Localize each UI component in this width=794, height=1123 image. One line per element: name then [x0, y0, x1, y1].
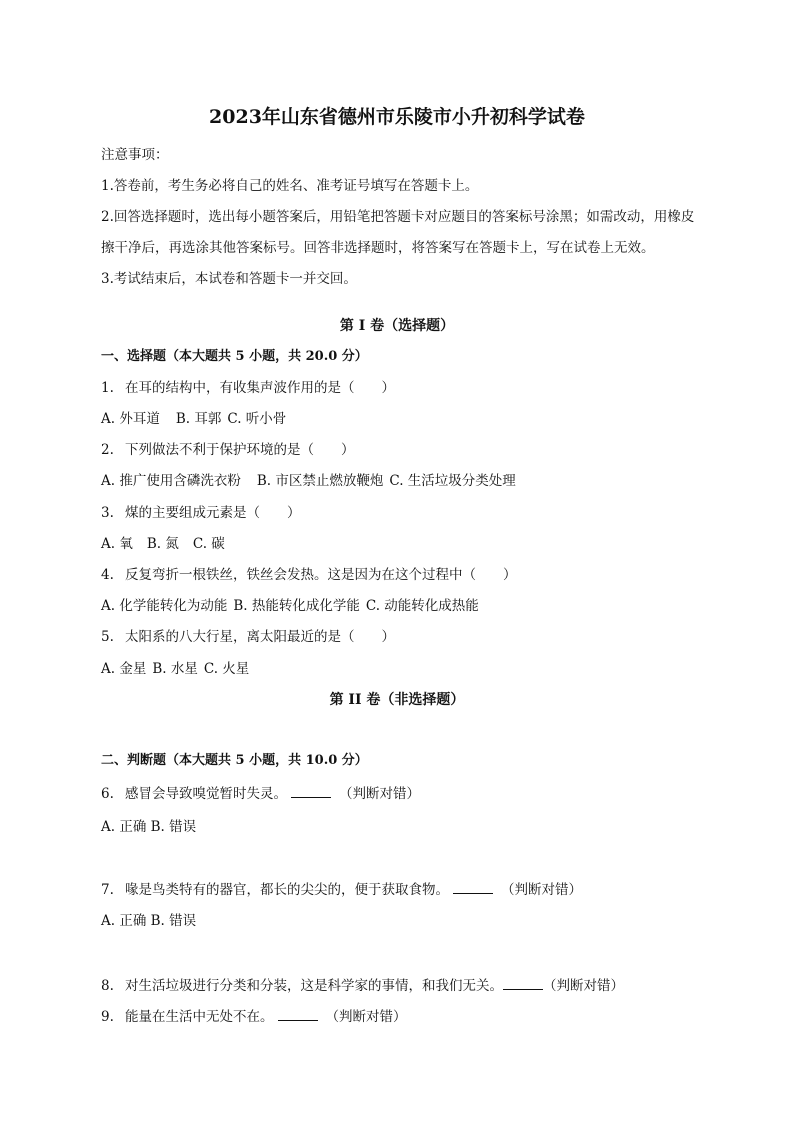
question-9 — [101, 1007, 407, 1026]
question-number: 2. — [101, 442, 114, 458]
question-tail: （判断对错） — [325, 1009, 407, 1025]
question-3-options — [101, 535, 225, 553]
option-a: A. 金星 — [101, 661, 147, 677]
question-tail: （判断对错） — [501, 882, 582, 898]
question-text: 反复弯折一根铁丝，铁丝会发热。这是因为在这个过程中（ ） — [125, 567, 517, 583]
answer-blank[interactable] — [291, 784, 331, 798]
option-c: C. 碳 — [192, 536, 225, 552]
option-c: C. 火星 — [203, 661, 250, 677]
question-text: 太阳系的八大行星，离太阳最近的是（ ） — [125, 629, 395, 645]
question-number: 1. — [101, 380, 114, 396]
notice-heading: 注意事项： — [101, 147, 169, 163]
question-number: 3. — [101, 505, 114, 521]
option-b: B. 市区禁止燃放鞭炮 — [256, 473, 384, 489]
question-text: 对生活垃圾进行分类和分装，这是科学家的事情，和我们无关。 — [125, 978, 503, 994]
part-2-title: 第 II 卷（非选择题） — [329, 692, 465, 708]
option-b: B. 水星 — [152, 661, 198, 677]
question-number: 9. — [101, 1009, 114, 1025]
question-tail: （判断对错） — [339, 786, 420, 802]
question-text: 在耳的结构中，有收集声波作用的是（ ） — [125, 380, 395, 396]
option-a: A. 化学能转化为动能 — [101, 598, 228, 614]
answer-blank[interactable] — [278, 1007, 318, 1021]
option-c: C. 生活垃圾分类处理 — [389, 473, 516, 489]
option-c: C. 听小骨 — [227, 411, 287, 427]
notice-item-1: 1.答卷前，考生务必将自己的姓名、准考证号填写在答题卡上。 — [101, 178, 479, 194]
question-number: 7. — [101, 882, 114, 898]
option-a: A. 推广使用含磷洗衣粉 — [101, 473, 241, 489]
question-5-options — [101, 660, 249, 678]
question-3 — [101, 504, 301, 522]
option-a: A. 氧 — [101, 536, 133, 552]
question-1-options — [101, 410, 286, 428]
notice-item-2-line-2: 擦干净后，再选涂其他答案标号。回答非选择题时，将答案写在答题卡上，写在试卷上无效。 — [101, 240, 655, 256]
question-number: 6. — [101, 786, 114, 802]
question-text: 能量在生活中无处不在。 — [125, 1009, 274, 1025]
notice-item-3: 3.考试结束后，本试卷和答题卡一并交回。 — [101, 271, 357, 287]
option-b: B. 氮 — [146, 536, 179, 552]
answer-blank[interactable] — [503, 976, 543, 990]
question-tail: （判断对错） — [543, 978, 624, 994]
question-7 — [101, 880, 582, 899]
option-c: C. 动能转化成热能 — [365, 598, 479, 614]
option-a: A. 外耳道 — [101, 411, 160, 427]
question-text: 喙是鸟类特有的器官，都长的尖尖的，便于获取食物。 — [125, 882, 449, 898]
section-1-heading: 一、选择题（本大题共 5 小题，共 20.0 分） — [101, 349, 368, 364]
question-text: 下列做法不利于保护环境的是（ ） — [125, 442, 355, 458]
question-number: 4. — [101, 567, 114, 583]
question-1 — [101, 379, 395, 397]
question-6-options: A. 正确 B. 错误 — [101, 819, 197, 835]
option-b: B. 耳郭 — [175, 411, 222, 427]
notice-item-2-line-1: 2.回答选择题时，选出每小题答案后，用铅笔把答题卡对应题目的答案标号涂黑；如需改动，用橡皮 — [101, 209, 695, 225]
question-2 — [101, 441, 355, 459]
question-4-options — [101, 597, 479, 615]
question-4 — [101, 566, 517, 584]
question-text: 感冒会导致嗅觉暂时失灵。 — [125, 786, 287, 802]
question-number: 8. — [101, 978, 114, 994]
question-8 — [101, 976, 624, 995]
question-text: 煤的主要组成元素是（ ） — [125, 505, 301, 521]
option-b: B. 热能转化成化学能 — [233, 598, 360, 614]
question-number: 5. — [101, 629, 114, 645]
question-5 — [101, 628, 395, 646]
section-2-heading: 二、判断题（本大题共 5 小题，共 10.0 分） — [101, 753, 368, 768]
part-1-title: 第 I 卷（选择题） — [339, 318, 455, 334]
question-7-options: A. 正确 B. 错误 — [101, 913, 197, 929]
answer-blank[interactable] — [453, 880, 493, 894]
exam-title: 2023年山东省德州市乐陵市小升初科学试卷 — [209, 106, 585, 128]
question-2-options — [101, 472, 516, 490]
question-6 — [101, 784, 420, 803]
